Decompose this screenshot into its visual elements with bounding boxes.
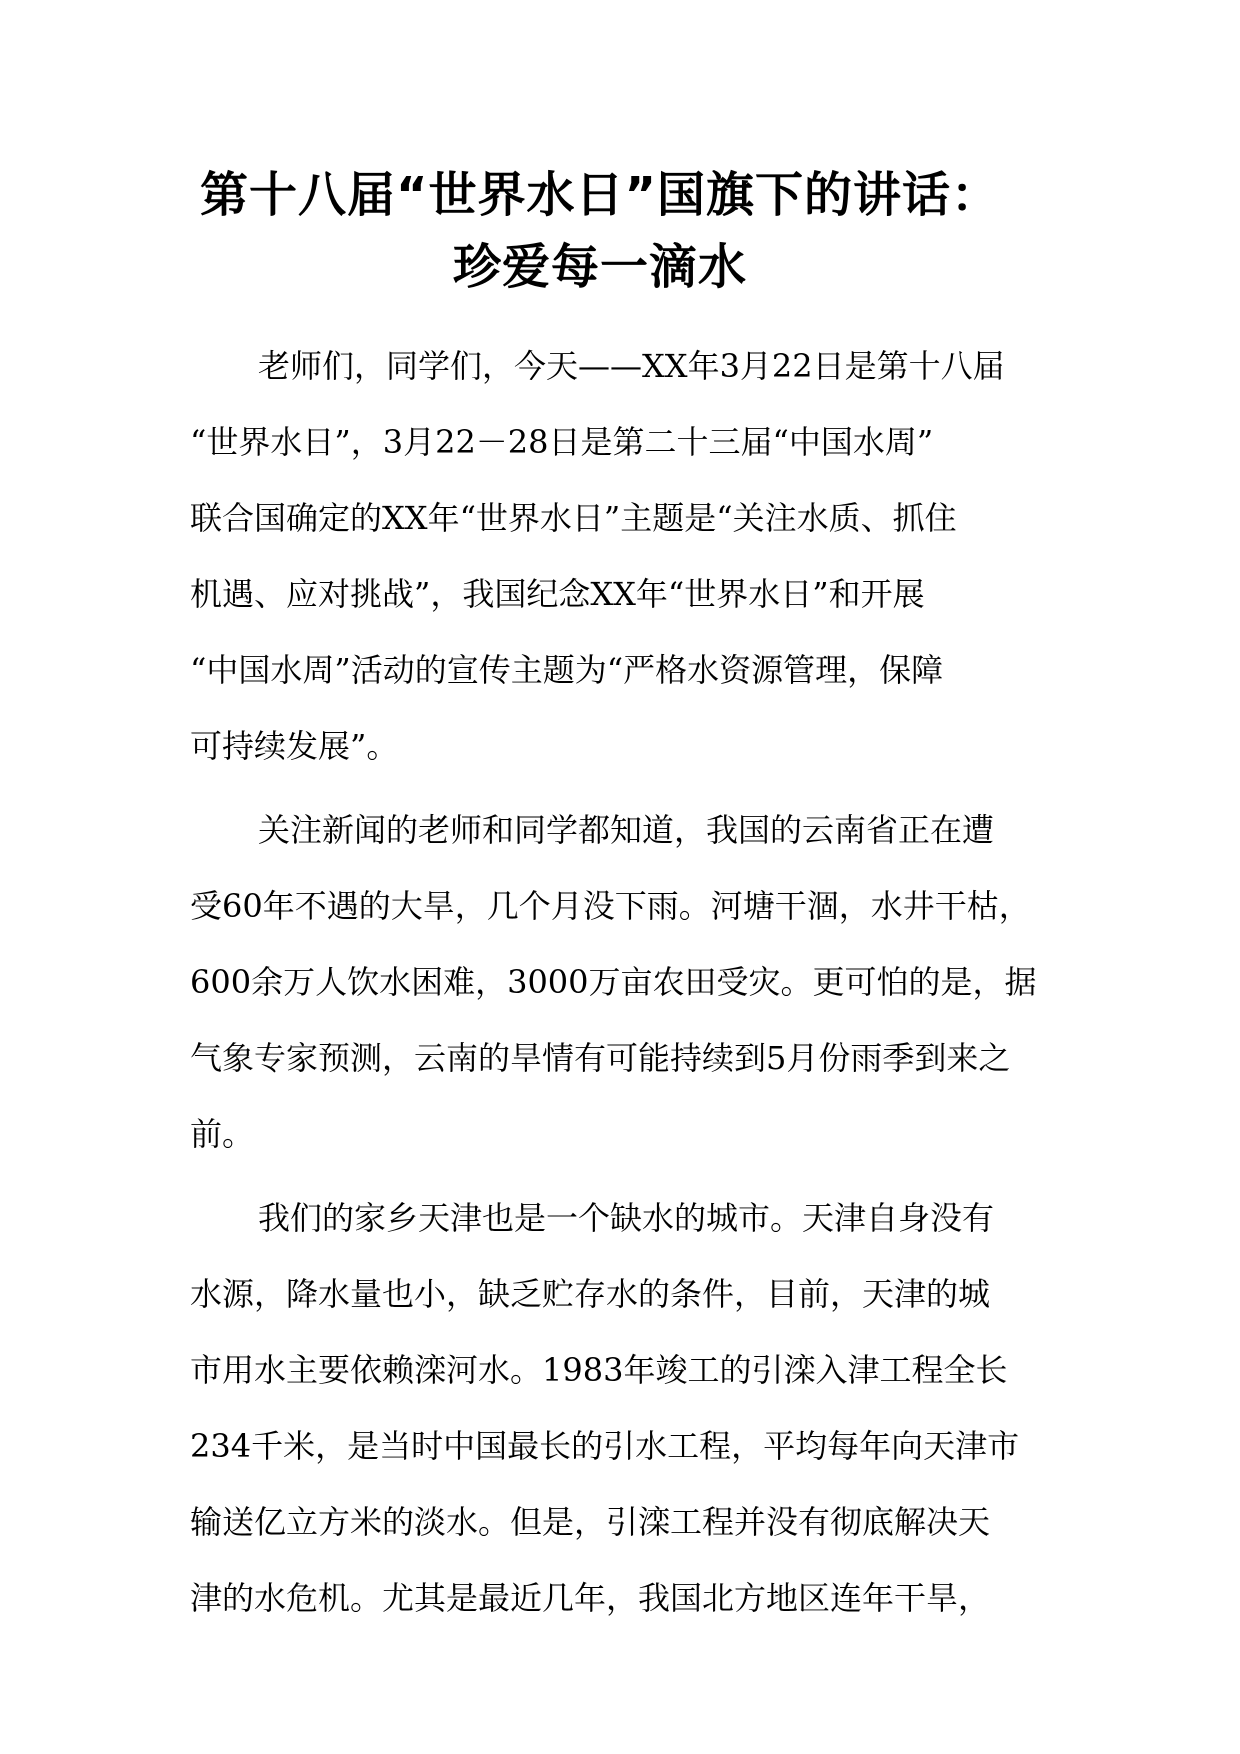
document-title-line-2: 珍爱每一滴水 <box>452 239 747 295</box>
text-line: 气象专家预测，云南的旱情有可能持续到5月份雨季到来之 <box>190 1039 1011 1077</box>
document-title-line-1: 第十八届“世界水日”国旗下的讲话： <box>199 167 1001 223</box>
text-line: 老师们，同学们，今天——XX年3月22日是第十八届 <box>258 347 1005 385</box>
text-line: 机遇、应对挑战”，我国纪念XX年“世界水日”和开展 <box>190 575 925 613</box>
text-line: 我们的家乡天津也是一个缺水的城市。天津自身没有 <box>258 1199 995 1237</box>
paragraph-1 <box>190 336 1060 792</box>
text-line: 津的水危机。尤其是最近几年，我国北方地区连年干旱， <box>190 1579 991 1617</box>
paragraph-3 <box>190 1188 1060 1644</box>
text-line: 联合国确定的XX年“世界水日”主题是“关注水质、抓住 <box>190 499 957 537</box>
document-body <box>190 336 1060 1644</box>
text-line: 市用水主要依赖滦河水。1983年竣工的引滦入津工程全长 <box>190 1351 1008 1389</box>
text-line: “中国水周”活动的宣传主题为“严格水资源管理，保障 <box>190 651 944 689</box>
text-line: 600余万人饮水困难，3000万亩农田受灾。更可怕的是，据 <box>190 963 1037 1001</box>
text-line: 关注新闻的老师和同学都知道，我国的云南省正在遭 <box>258 811 995 849</box>
text-line: 前。 <box>190 1115 255 1153</box>
text-line: 输送亿立方米的淡水。但是，引滦工程并没有彻底解决天 <box>190 1503 991 1541</box>
paragraph-spacer <box>190 1180 1060 1188</box>
paragraph-spacer <box>190 792 1060 800</box>
text-line: “世界水日”，3月22－28日是第二十三届“中国水周” <box>190 423 934 461</box>
paragraph-2 <box>190 800 1060 1180</box>
text-line: 水源，降水量也小，缺乏贮存水的条件，目前，天津的城 <box>190 1275 991 1313</box>
text-line: 受60年不遇的大旱，几个月没下雨。河塘干涸，水井干枯， <box>190 887 1031 925</box>
text-line: 234千米，是当时中国最长的引水工程，平均每年向天津市 <box>190 1427 1020 1465</box>
text-line: 可持续发展”。 <box>190 727 399 765</box>
